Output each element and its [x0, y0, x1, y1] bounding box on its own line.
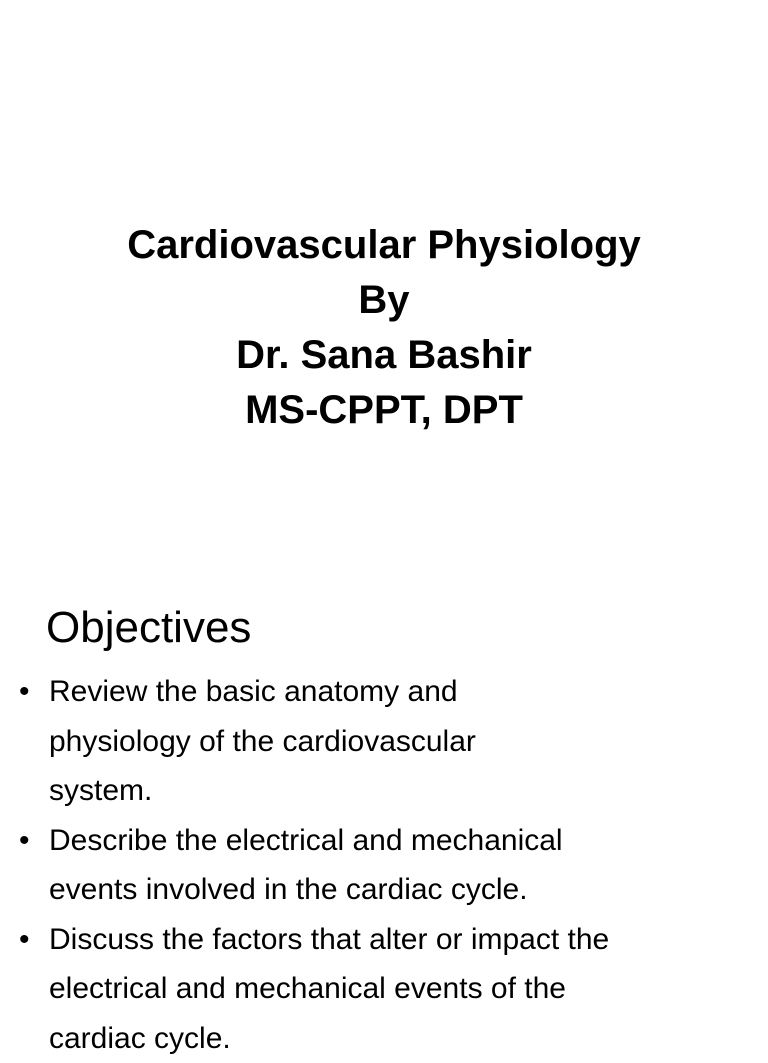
bullet-icon: •	[19, 915, 30, 965]
by-label: By	[0, 273, 768, 328]
objective-line: cardiac cycle.	[49, 1014, 748, 1063]
objective-line: system.	[49, 766, 748, 816]
objective-line: Review the basic anatomy and	[49, 667, 748, 717]
objective-item	[0, 667, 768, 816]
author-name: Dr. Sana Bashir	[0, 328, 768, 383]
bullet-icon: •	[19, 667, 30, 717]
objective-line: physiology of the cardiovascular	[49, 717, 748, 767]
objective-item	[0, 816, 768, 915]
objective-line: Discuss the factors that alter or impact the	[49, 915, 748, 965]
objective-line: events involved in the cardiac cycle.	[49, 865, 748, 915]
author-credentials: MS-CPPT, DPT	[0, 383, 768, 438]
title-slide	[0, 218, 768, 438]
objectives-heading: Objectives	[46, 600, 251, 656]
objective-line: electrical and mechanical events of the	[49, 964, 748, 1014]
objective-line: Describe the electrical and mechanical	[49, 816, 748, 866]
objective-item	[0, 915, 768, 1063]
objectives-list	[0, 667, 768, 1063]
course-title: Cardiovascular Physiology	[0, 218, 768, 273]
bullet-icon: •	[19, 816, 30, 866]
